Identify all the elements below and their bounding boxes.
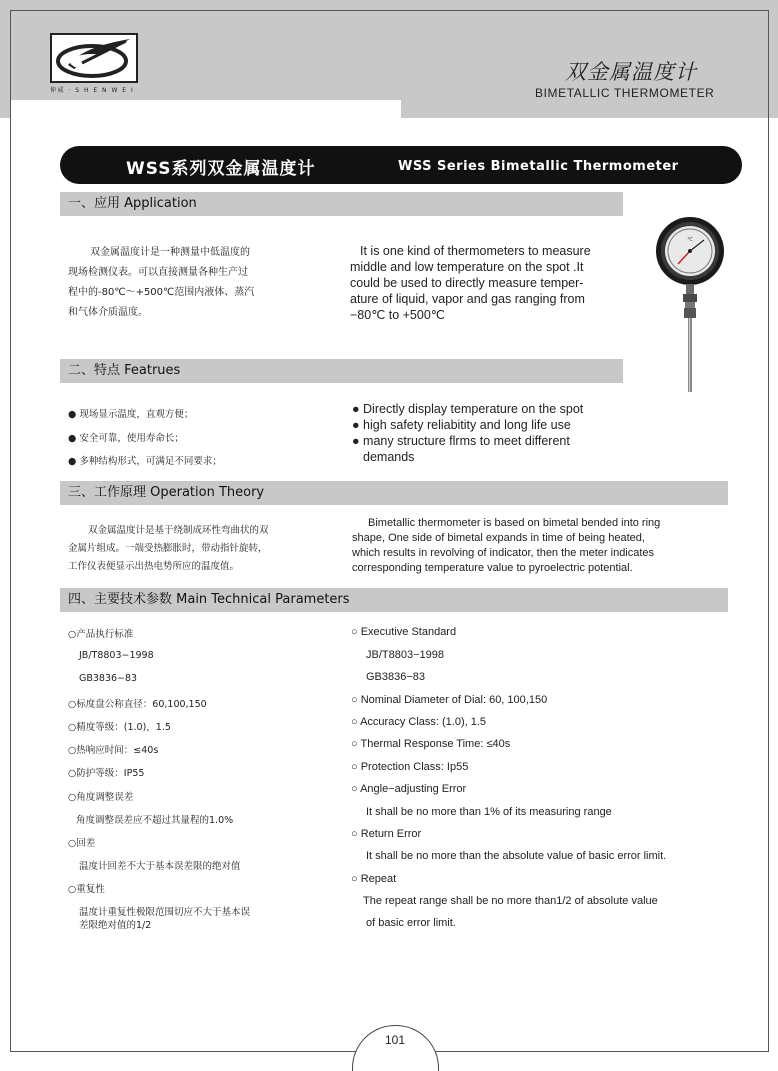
page-number: 101 bbox=[384, 1033, 406, 1047]
text-line: which results in revolving of indicator, then the meter indicates bbox=[352, 547, 655, 559]
param-cn: ○精度等级：(1.0)，1.5 bbox=[68, 722, 171, 733]
feature-item-en-text: Directly display temperature on the spot bbox=[363, 402, 584, 416]
application-en-text bbox=[350, 243, 630, 323]
param-cn: ○热响应时间：≤40s bbox=[68, 745, 159, 756]
header-title-cn: 双金属温度计 bbox=[565, 60, 697, 84]
param-en: ○ Repeat bbox=[351, 873, 397, 885]
text-line: It is one kind of thermometers to measure bbox=[360, 244, 591, 258]
svg-text:℃: ℃ bbox=[687, 237, 693, 243]
logo-caption: 伸威 · S H E N W E I bbox=[50, 87, 135, 94]
feature-item-en-continuation: demands bbox=[363, 450, 415, 464]
param-en: ○ Return Error bbox=[351, 828, 422, 840]
feature-item-cn: ● 现场显示温度，直观方便； bbox=[68, 409, 194, 420]
param-en: ○ Nominal Diameter of Dial: 60, 100,150 bbox=[351, 694, 548, 706]
text-line: shape, One side of bimetal expands in time of being heated, bbox=[352, 532, 645, 544]
feature-item-cn: ● 多种结构形式，可满足不同要求； bbox=[68, 456, 222, 467]
param-cn: ○回差 bbox=[68, 838, 96, 849]
text-line: 程中的-80℃～+500℃范围内液体、蒸汽 bbox=[68, 287, 255, 298]
text-line: 金属片组成。一端受热膨胀时，带动指针旋转， bbox=[68, 543, 268, 554]
text-line: 双金属温度计是基于绕制成环性弯曲状的双 bbox=[88, 525, 269, 536]
company-logo bbox=[50, 33, 138, 83]
section-heading-parameters: 四、主要技术参数 Main Technical Parameters bbox=[60, 588, 728, 612]
param-en: It shall be no more than the absolute value of basic error limit. bbox=[366, 850, 667, 862]
section-heading-application: 一、应用 Application bbox=[60, 192, 623, 216]
param-cn: ○重复性 bbox=[68, 884, 105, 895]
feature-item-en: ● many structure flrms to meet different bbox=[352, 434, 570, 448]
text-line: 现场检测仪表。可以直接测量各种生产过 bbox=[68, 267, 248, 278]
theory-en-text bbox=[352, 516, 722, 576]
param-cn: 温度计回差不大于基本误差限的绝对值 bbox=[79, 861, 241, 872]
bimetallic-thermometer-image bbox=[648, 214, 736, 394]
param-cn: ○标度盘公称直径：60,100,150 bbox=[68, 699, 207, 710]
param-en: GB3836−83 bbox=[366, 671, 426, 683]
section-heading-features: 二、特点 Featrues bbox=[60, 359, 623, 383]
param-en: It shall be no more than 1% of its measuring range bbox=[366, 806, 612, 818]
param-cn: JB/T8803−1998 bbox=[79, 650, 154, 661]
param-en: ○ Accuracy Class: (1.0), 1.5 bbox=[351, 716, 487, 728]
header-title-en: BIMETALLIC THERMOMETER bbox=[535, 86, 715, 100]
param-en: of basic error limit. bbox=[366, 917, 456, 929]
application-cn-text bbox=[68, 243, 308, 323]
feature-item-en-text: high safety reliabitity and long life use bbox=[363, 418, 571, 432]
text-line: 工作仪表便显示出热电势所应的温度值。 bbox=[68, 561, 240, 572]
param-cn: 差限绝对值的1/2 bbox=[79, 920, 152, 931]
feature-item-en-text: many structure flrms to meet different bbox=[363, 434, 570, 448]
feature-item-cn-text: 现场显示温度，直观方便； bbox=[79, 409, 194, 420]
param-en: JB/T8803−1998 bbox=[366, 649, 444, 661]
text-line: 双金属温度计是一种测量中低温度的 bbox=[90, 247, 250, 258]
text-line: ature of liquid, vapor and gas ranging from bbox=[350, 292, 585, 306]
param-cn: GB3836−83 bbox=[79, 673, 138, 684]
feature-item-cn-text: 安全可靠，使用寿命长； bbox=[79, 433, 184, 444]
text-line: middle and low temperature on the spot .It bbox=[350, 260, 584, 274]
param-en: The repeat range shall be no more than1/2 of absolute value bbox=[363, 895, 658, 907]
section-heading-theory: 三、工作原理 Operation Theory bbox=[60, 481, 728, 505]
param-en: ○ Protection Class: Ip55 bbox=[351, 761, 469, 773]
param-en: ○ Angle−adjusting Error bbox=[351, 783, 467, 795]
title-cn: WSS系列双金属温度计 bbox=[126, 159, 316, 179]
feature-item-en: ● Directly display temperature on the spot bbox=[352, 402, 584, 416]
param-cn: 角度调整误差应不超过其量程的1.0% bbox=[76, 815, 234, 826]
param-en: ○ Thermal Response Time: ≤40s bbox=[351, 738, 511, 750]
feature-item-en: ● high safety reliabitity and long life use bbox=[352, 418, 571, 432]
feature-item-cn-text: 多种结构形式，可满足不同要求； bbox=[79, 456, 222, 467]
text-line: corresponding temperature value to pyroelectric potential. bbox=[352, 562, 633, 574]
param-cn: ○角度调整误差 bbox=[68, 792, 134, 803]
text-line: −80℃ to +500℃ bbox=[350, 308, 445, 322]
text-line: could be used to directly measure temper- bbox=[350, 276, 584, 290]
param-cn: 温度计重复性极限范围切应不大于基本误 bbox=[79, 907, 251, 918]
theory-cn-text bbox=[68, 522, 338, 576]
text-line: 和气体介质温度。 bbox=[68, 307, 148, 318]
text-line: Bimetallic thermometer is based on bimetal bended into ring bbox=[368, 517, 661, 529]
param-cn: ○产品执行标准 bbox=[68, 629, 134, 640]
title-en: WSS Series Bimetallic Thermometer bbox=[398, 159, 679, 174]
param-cn: ○防护等级：IP55 bbox=[68, 768, 145, 779]
feature-item-cn: ● 安全可靠，使用寿命长； bbox=[68, 433, 184, 444]
logo-mark-icon bbox=[52, 35, 136, 81]
param-en: ○ Executive Standard bbox=[351, 626, 457, 638]
